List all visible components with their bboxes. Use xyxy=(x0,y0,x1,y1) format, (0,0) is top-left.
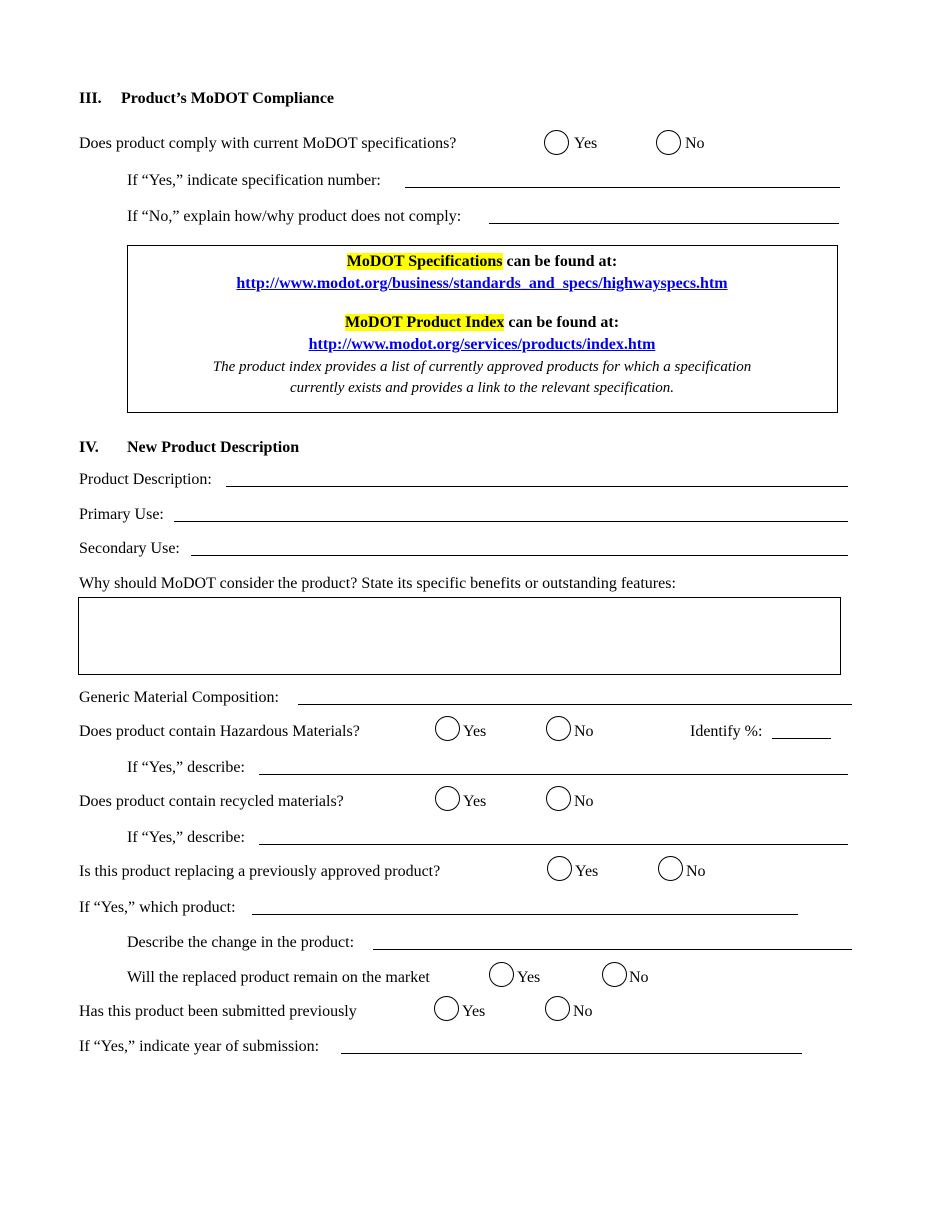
describe-change-field[interactable] xyxy=(373,949,852,950)
index-note-line-1: The product index provides a list of currently approved products for which a specification xyxy=(212,359,752,375)
index-note-line-2: currently exists and provides a link to the relevant specification. xyxy=(289,380,675,396)
submitted-previously-question: Has this product been submitted previously xyxy=(79,1003,357,1020)
spec-rest: can be found at: xyxy=(502,253,618,270)
index-rest: can be found at: xyxy=(504,314,620,331)
recycled-no-radio[interactable] xyxy=(546,786,571,811)
generic-material-label: Generic Material Composition: xyxy=(79,689,279,706)
comply-no-radio[interactable] xyxy=(656,130,681,155)
hazardous-no-label: No xyxy=(574,723,594,740)
submitted-no-radio[interactable] xyxy=(545,996,570,1021)
spec-heading xyxy=(128,252,836,272)
recycled-question: Does product contain recycled materials? xyxy=(79,793,344,810)
remain-no-radio[interactable] xyxy=(602,962,627,987)
submitted-yes-label: Yes xyxy=(462,1003,486,1020)
describe-change-label: Describe the change in the product: xyxy=(127,934,355,951)
remain-no-label: No xyxy=(629,969,649,986)
remain-yes-radio[interactable] xyxy=(489,962,514,987)
comply-question: Does product comply with current MoDOT specifications? xyxy=(79,135,457,152)
secondary-use-label: Secondary Use: xyxy=(79,540,180,557)
product-description-label: Product Description: xyxy=(79,471,212,488)
spec-url-row xyxy=(128,274,836,294)
hazardous-no-radio[interactable] xyxy=(546,716,571,741)
recycled-yes-label: Yes xyxy=(463,793,487,810)
recycled-yes-radio[interactable] xyxy=(435,786,460,811)
which-product-label: If “Yes,” which product: xyxy=(79,899,236,916)
noncomply-explain-field[interactable] xyxy=(489,223,839,224)
product-description-field[interactable] xyxy=(226,486,848,487)
why-consider-textbox[interactable] xyxy=(78,597,841,675)
replacing-question: Is this product replacing a previously approved product? xyxy=(79,863,441,880)
primary-use-label: Primary Use: xyxy=(79,506,164,523)
remain-yes-label: Yes xyxy=(517,969,541,986)
index-heading xyxy=(128,313,836,333)
which-product-field[interactable] xyxy=(252,914,798,915)
hazardous-describe-field[interactable] xyxy=(259,774,848,775)
replacing-yes-label: Yes xyxy=(575,863,599,880)
comply-no-label: No xyxy=(685,135,705,152)
comply-yes-label: Yes xyxy=(574,135,598,152)
recycled-describe-field[interactable] xyxy=(259,844,848,845)
hazardous-question: Does product contain Hazardous Materials? xyxy=(79,723,360,740)
replacing-yes-radio[interactable] xyxy=(547,856,572,881)
identify-percent-field[interactable] xyxy=(772,738,831,739)
section-3-number: III. xyxy=(79,90,102,107)
spec-number-label: If “Yes,” indicate specification number: xyxy=(127,172,381,189)
generic-material-field[interactable] xyxy=(298,704,852,705)
hazardous-yes-label: Yes xyxy=(463,723,487,740)
spec-highlight: MoDOT Specifications xyxy=(346,253,503,270)
submitted-no-label: No xyxy=(573,1003,593,1020)
why-consider-label: Why should MoDOT consider the product? State its specific benefits or outstanding features: xyxy=(79,575,676,592)
replacing-no-label: No xyxy=(686,863,706,880)
index-highlight: MoDOT Product Index xyxy=(344,314,505,331)
replacing-no-radio[interactable] xyxy=(658,856,683,881)
remain-on-market-question: Will the replaced product remain on the market xyxy=(127,969,430,986)
spec-number-field[interactable] xyxy=(405,187,840,188)
primary-use-field[interactable] xyxy=(174,521,848,522)
identify-percent-label: Identify %: xyxy=(690,723,763,740)
recycled-describe-label: If “Yes,” describe: xyxy=(127,829,245,846)
section-3-title: Product’s MoDOT Compliance xyxy=(121,90,335,107)
section-4-title: New Product Description xyxy=(127,439,300,456)
index-url-link[interactable]: http://www.modot.org/services/products/index.htm xyxy=(308,336,656,353)
year-of-submission-label: If “Yes,” indicate year of submission: xyxy=(79,1038,320,1055)
index-url-row xyxy=(128,335,836,355)
recycled-no-label: No xyxy=(574,793,594,810)
secondary-use-field[interactable] xyxy=(191,555,848,556)
noncomply-explain-label: If “No,” explain how/why product does not comply: xyxy=(127,208,462,225)
hazardous-describe-label: If “Yes,” describe: xyxy=(127,759,245,776)
spec-url-link[interactable]: http://www.modot.org/business/standards_and_specs/highwayspecs.htm xyxy=(236,275,728,292)
hazardous-yes-radio[interactable] xyxy=(435,716,460,741)
submitted-yes-radio[interactable] xyxy=(434,996,459,1021)
year-of-submission-field[interactable] xyxy=(341,1053,802,1054)
section-4-number: IV. xyxy=(79,439,99,456)
comply-yes-radio[interactable] xyxy=(544,130,569,155)
